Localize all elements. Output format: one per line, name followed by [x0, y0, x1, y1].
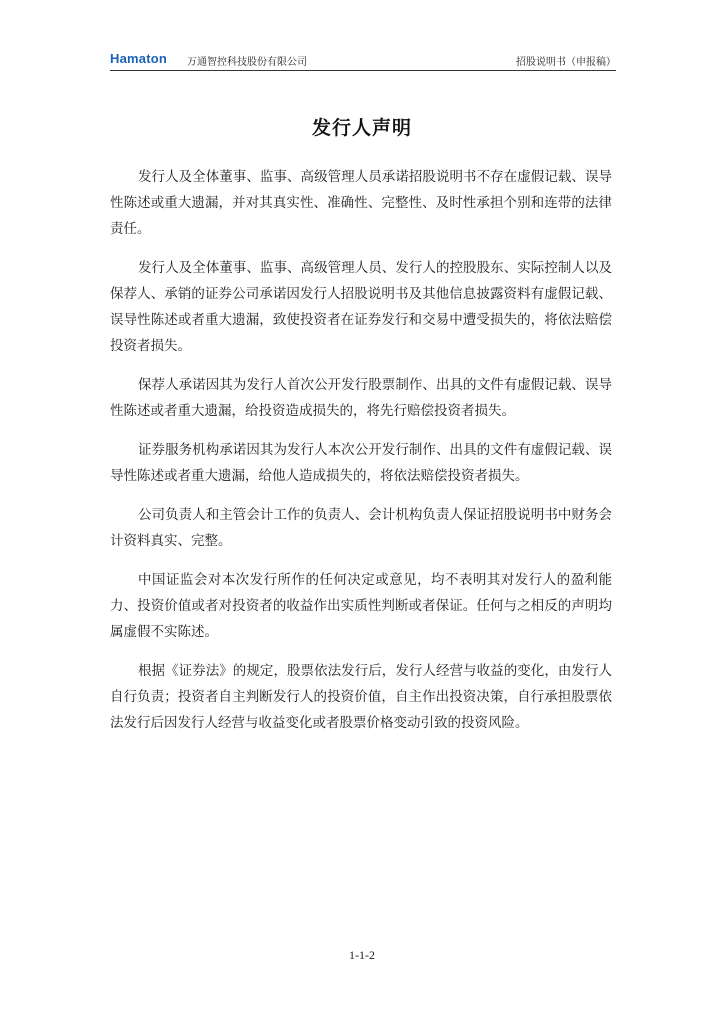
paragraph-3: 保荐人承诺因其为发行人首次公开发行股票制作、出具的文件有虚假记载、误导性陈述或者重大遗漏，给投资造成损失的，将先行赔偿投资者损失。: [110, 377, 612, 419]
paragraph-6: 中国证监会对本次发行所作的任何决定或意见，均不表明其对发行人的盈利能力、投资价值或者对投资者的收益作出实质性判断或者保证。任何与之相反的声明均属虚假不实陈述。: [110, 572, 612, 640]
paragraph-1: 发行人及全体董事、监事、高级管理人员承诺招股说明书不存在虚假记载、误导性陈述或重大遗漏，并对其真实性、准确性、完整性、及时性承担个别和连带的法律责任。: [110, 169, 612, 237]
page-header: [110, 50, 616, 71]
paragraph-4: 证券服务机构承诺因其为发行人本次公开发行制作、出具的文件有虚假记载、误导性陈述或者重大遗漏，给他人造成损失的，将依法赔偿投资者损失。: [110, 442, 612, 484]
declaration-body: [110, 164, 612, 749]
paragraph-5: 公司负责人和主管会计工作的负责人、会计机构负责人保证招股说明书中财务会计资料真实、完整。: [110, 507, 612, 549]
page-number: 1-1-2: [349, 948, 375, 962]
paragraph-7: 根据《证券法》的规定，股票依法发行后，发行人经营与收益的变化，由发行人自行负责；投资者自主判断发行人的投资价值，自主作出投资决策，自行承担股票依法发行后因发行人经营与收益变化或者股票价格变动引致的投资风险。: [110, 663, 612, 731]
document-type: 招股说明书（申报稿）: [516, 57, 616, 68]
company-name: 万通智控科技股份有限公司: [187, 57, 307, 68]
company-logo: Hamaton: [110, 51, 168, 66]
paragraph-2: 发行人及全体董事、监事、高级管理人员、发行人的控股股东、实际控制人以及保荐人、承销的证券公司承诺因发行人招股说明书及其他信息披露资料有虚假记载、误导性陈述或者重大遗漏，致使投资者在证券发行和交易中遭受损失的，将依法赔偿投资者损失。: [110, 260, 612, 354]
page-title: 发行人声明: [311, 117, 412, 139]
